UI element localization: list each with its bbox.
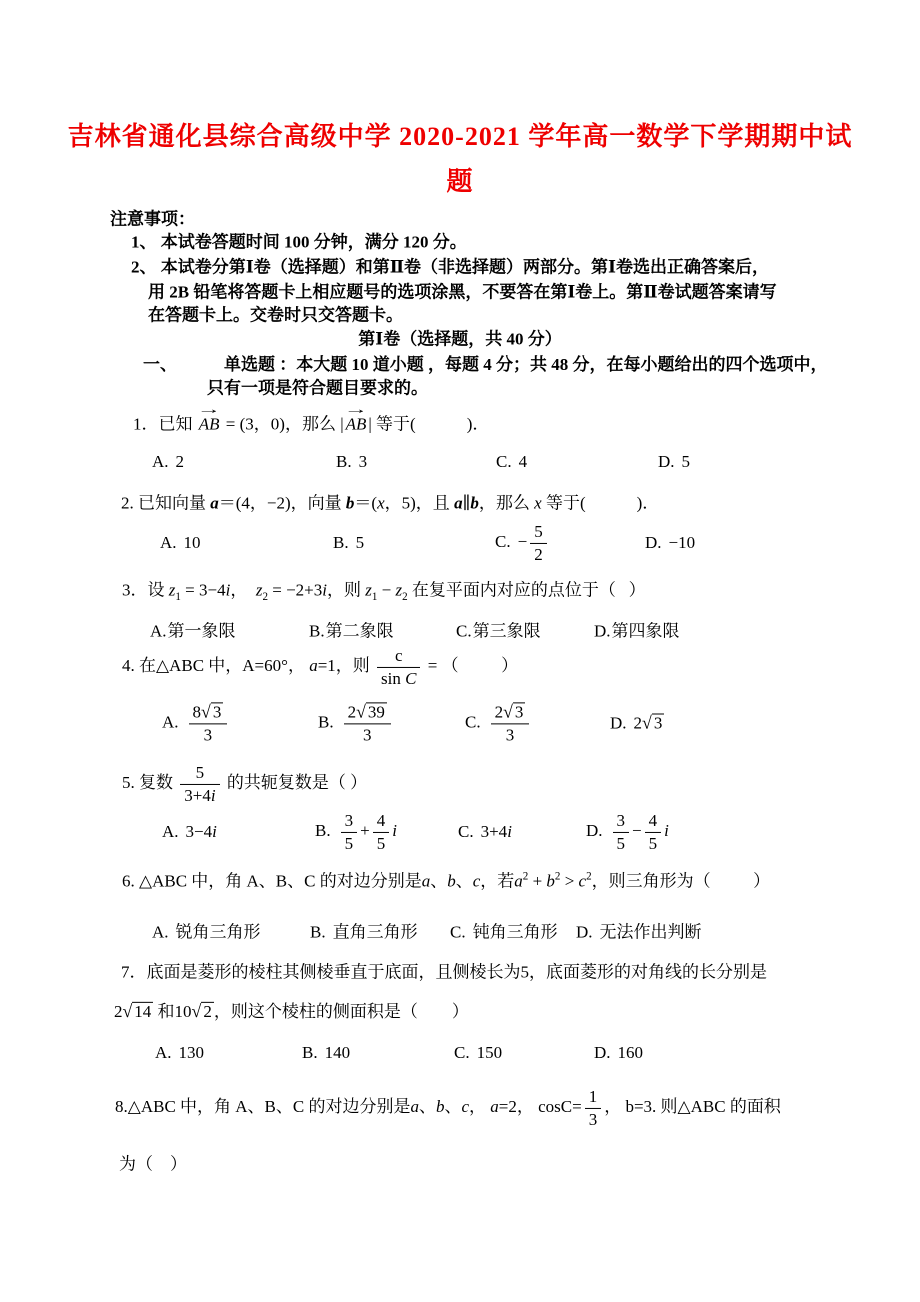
- math-text: 3−4: [185, 822, 213, 841]
- math-text: 5: [195, 762, 205, 782]
- math-text: = 3−4: [180, 580, 226, 600]
- vector-name: AB: [345, 414, 367, 434]
- math-text: 3: [203, 725, 213, 745]
- fraction-denominator: [491, 724, 530, 745]
- math-text: 、: [418, 1096, 436, 1116]
- math-text: 160: [617, 1043, 644, 1062]
- math-text: 14: [134, 1001, 152, 1021]
- option-label: B.: [318, 711, 334, 731]
- math-fraction: [341, 811, 358, 853]
- sqrt-radicand: [513, 702, 526, 722]
- fraction-denominator: [180, 785, 219, 806]
- subscript: 1: [175, 590, 181, 603]
- math-fraction: [530, 522, 547, 564]
- math-text: 3: [588, 1109, 598, 1129]
- section1-instruction-line2: 只有一项是符合题目要求的。: [207, 378, 428, 398]
- math-text: b: [345, 493, 355, 513]
- math-text: a: [490, 1096, 499, 1116]
- vector-name: AB: [198, 414, 220, 434]
- option-label: D.: [645, 533, 662, 552]
- math-text: = (3，0)，那么: [221, 414, 341, 434]
- option-value: [612, 622, 680, 641]
- radical-sign-icon: √: [191, 1000, 202, 1021]
- section1-header: 第Ⅰ卷（选择题，共 40 分）: [358, 329, 562, 349]
- math-fraction: [585, 1087, 602, 1129]
- fraction-denominator: [645, 833, 662, 854]
- fraction-denominator: [377, 668, 420, 689]
- math-text: b: [435, 1096, 445, 1116]
- question-6-option-b: [310, 918, 418, 943]
- math-text: ，则: [326, 580, 366, 600]
- fraction-numerator: [613, 811, 630, 833]
- math-text: 2: [494, 702, 504, 722]
- fraction-numerator: [585, 1087, 602, 1109]
- option-label: C.: [450, 922, 466, 942]
- fraction-numerator: [530, 522, 547, 544]
- math-text: |: [340, 414, 344, 434]
- math-text: 的共轭复数是（ ）: [222, 772, 368, 792]
- option-value: [333, 923, 418, 942]
- math-fraction: [491, 701, 530, 744]
- math-text: 3: [358, 452, 368, 471]
- option-value: [682, 452, 691, 471]
- option-value: [176, 452, 185, 471]
- sqrt-radicand: [132, 1002, 153, 1022]
- page-title-line1: 吉林省通化县综合高级中学 2020-2021 学年高一数学下学期期中试: [67, 121, 853, 151]
- math-text: 2: [347, 702, 357, 722]
- question-8-stem-line1: [115, 1087, 781, 1129]
- question-2-option-c: [495, 522, 550, 564]
- option-value: [473, 622, 541, 641]
- math-text: a: [514, 871, 523, 891]
- math-text: 8.△ABC 中，角 A、B、C 的对边分别是: [115, 1096, 411, 1116]
- question-4-option-d: [610, 713, 664, 734]
- question-5-option-a: [162, 822, 217, 842]
- math-text: x: [534, 493, 542, 513]
- math-text: c: [394, 645, 403, 665]
- math-text: 锐角三角形: [175, 922, 261, 942]
- math-text: +: [360, 820, 370, 840]
- math-text: 3+4: [480, 822, 508, 841]
- math-text: 1．已知: [133, 414, 197, 434]
- question-7-option-b: [302, 1043, 350, 1063]
- option-label: B.: [302, 1043, 318, 1062]
- math-text: =2， cosC=: [498, 1096, 582, 1116]
- option-value: [326, 622, 394, 641]
- math-text: z: [395, 580, 403, 600]
- vector-arrow-icon: →: [343, 402, 369, 417]
- math-text: >: [560, 871, 579, 891]
- option-value: [356, 533, 365, 552]
- math-text: c: [472, 871, 481, 891]
- question-1-option-c: [496, 452, 527, 472]
- math-text: z: [255, 580, 263, 600]
- radical-sign-icon: √: [503, 701, 513, 722]
- math-text: 等于( )．: [541, 493, 660, 513]
- option-value: [168, 622, 236, 641]
- math-text: = −2+3: [267, 580, 323, 600]
- vector-arrow-icon: →: [197, 402, 222, 417]
- math-text: a: [421, 871, 431, 891]
- math-text: |: [368, 414, 372, 434]
- option-label: A.: [155, 1043, 172, 1062]
- question-5-stem: [122, 763, 367, 805]
- math-text: ＝(: [354, 493, 378, 513]
- option-value: [669, 533, 696, 552]
- math-text: = （ ）: [423, 655, 519, 675]
- math-text: ， b=3. 则△ABC 的面积: [604, 1096, 781, 1116]
- math-text: 5: [355, 533, 365, 552]
- question-1-stem: [133, 402, 490, 434]
- radical-sign-icon: √: [642, 712, 652, 733]
- math-text: 5: [534, 521, 543, 541]
- fraction-numerator: [189, 701, 228, 724]
- math-text: −: [517, 531, 528, 551]
- fraction-numerator: [344, 701, 391, 724]
- fraction-denominator: [530, 544, 547, 565]
- option-label: C.: [496, 452, 512, 471]
- math-text: 3: [212, 702, 222, 722]
- math-fraction: [645, 811, 662, 853]
- math-text: 3: [344, 810, 354, 830]
- sqrt-radicand: [201, 1002, 214, 1022]
- sqrt-radicand: [211, 702, 224, 722]
- math-vector: [343, 402, 372, 434]
- option-label: B.: [310, 922, 326, 942]
- option-value: [186, 822, 217, 841]
- math-text: a: [454, 493, 463, 513]
- math-text: 5: [648, 833, 658, 853]
- fraction-numerator: [373, 811, 390, 833]
- question-6-stem: [122, 870, 770, 891]
- math-text: i: [225, 580, 231, 600]
- option-value: [618, 1043, 644, 1062]
- math-vector: [197, 402, 222, 434]
- question-4-stem: [122, 646, 518, 688]
- option-label: B.: [336, 452, 352, 471]
- math-text: 3: [514, 702, 524, 722]
- math-text: 、: [455, 871, 473, 891]
- option-label: D.: [610, 713, 627, 733]
- instruction-text: 单选题 ：本大题 10 道小题 ，每题 4 分；共 48 分，在每小题给出的四个选项中，: [224, 355, 828, 375]
- option-value: [176, 923, 261, 942]
- option-label: A.: [160, 533, 177, 552]
- question-1-option-b: [336, 452, 367, 472]
- fraction-numerator: [645, 811, 662, 833]
- math-text: 3: [362, 725, 372, 745]
- question-2-stem: [121, 492, 659, 513]
- math-text: +: [528, 871, 547, 891]
- math-text: i: [212, 822, 217, 841]
- notice-item-2-cont1: 用 2B 铅笔将答题卡上相应题号的选项涂黑，不要答在第Ⅰ卷上。第Ⅱ卷试题答案请写: [148, 282, 777, 302]
- math-text: a: [410, 1096, 419, 1116]
- math-text: 2. 已知向量: [121, 493, 211, 513]
- math-text: 8: [192, 702, 202, 722]
- option-label: B.: [309, 621, 325, 641]
- question-2-option-d: [645, 533, 695, 553]
- math-text: i: [507, 822, 512, 841]
- fraction-numerator: [377, 646, 420, 668]
- option-value: [600, 923, 702, 942]
- math-square-root: [503, 701, 525, 722]
- math-text: ，那么: [478, 493, 535, 513]
- question-3-option-b: [309, 617, 394, 642]
- fraction-denominator: [373, 833, 390, 854]
- option-label: D.: [594, 1043, 611, 1062]
- math-text: a: [210, 493, 219, 513]
- math-text: 2: [203, 1001, 212, 1021]
- math-text: i: [322, 580, 327, 600]
- math-text: 6. △ABC 中，角 A、B、C 的对边分别是: [122, 871, 422, 891]
- math-text: b: [546, 871, 555, 891]
- question-4-option-c: [465, 701, 532, 744]
- math-fraction: [189, 701, 228, 744]
- question-6-option-a: [152, 918, 261, 943]
- page-title-line2: 题: [446, 166, 474, 196]
- math-text: 等于( )．: [371, 414, 490, 434]
- fraction-numerator: [491, 701, 530, 724]
- fraction-denominator: [613, 833, 630, 854]
- question-5-option-b: [315, 811, 397, 853]
- list-marker-one: 一、: [143, 355, 177, 375]
- radical-sign-icon: √: [122, 1000, 133, 1021]
- option-value: [359, 452, 368, 471]
- math-text: c: [578, 871, 587, 891]
- math-text: C: [405, 668, 417, 688]
- fraction-numerator: [341, 811, 358, 833]
- option-label: C.: [458, 822, 474, 841]
- question-7-stem-line2: [114, 1000, 469, 1022]
- fraction-numerator: [180, 763, 219, 785]
- option-value: [634, 714, 665, 733]
- fraction-denominator: [189, 724, 228, 745]
- math-text: =1，则: [317, 655, 375, 675]
- math-text: ∥: [462, 493, 471, 513]
- math-square-root: [642, 713, 664, 734]
- math-text: x: [377, 493, 385, 513]
- option-value: [517, 521, 550, 564]
- math-text: 39: [367, 702, 385, 722]
- subscript: 2: [262, 590, 268, 603]
- math-text: ，则这个棱柱的侧面积是（ ）: [213, 1001, 469, 1021]
- option-label: B.: [315, 820, 331, 840]
- option-label: C.: [456, 621, 472, 641]
- option-label: A.: [152, 452, 169, 471]
- option-label: A.: [150, 621, 167, 641]
- subscript: 1: [371, 590, 378, 603]
- math-text: −: [632, 820, 642, 840]
- math-text: b: [470, 493, 479, 513]
- option-label: C.: [495, 531, 511, 551]
- math-text: 5: [616, 833, 626, 853]
- math-text: 4: [376, 810, 386, 830]
- math-fraction: [613, 811, 630, 853]
- math-text: z: [365, 580, 372, 600]
- math-text: 无法作出判断: [599, 922, 702, 942]
- math-text: 1: [588, 1086, 598, 1106]
- notice-item-2-cont2: 在答题卡上。交卷时只交答题卡。: [148, 305, 403, 325]
- option-value: [481, 822, 512, 841]
- math-text: 4. 在△ABC 中，A=60°，: [122, 655, 310, 675]
- math-text: 4: [518, 452, 528, 471]
- math-text: 和10: [153, 1001, 192, 1021]
- math-text: 钝角三角形: [472, 922, 558, 942]
- math-text: 在复平面内对应的点位于（ ）: [407, 580, 646, 600]
- option-label: A.: [152, 922, 169, 942]
- math-square-root: [201, 701, 223, 722]
- math-text: 5. 复数: [122, 772, 178, 792]
- math-square-root: [356, 701, 387, 722]
- sqrt-radicand: [366, 702, 387, 722]
- sqrt-radicand: [652, 714, 665, 734]
- math-text: 5: [681, 452, 691, 471]
- math-text: b: [447, 871, 456, 891]
- math-text: i: [392, 820, 397, 840]
- math-text: −: [377, 580, 396, 600]
- math-text: ，则三角形为（ ）: [591, 871, 771, 891]
- notice-item-1: 1、 本试卷答题时间 100 分钟，满分 120 分。: [131, 232, 467, 252]
- math-text: 3: [653, 713, 663, 733]
- notice-item-2: 2、 本试卷分第Ⅰ卷（选择题）和第Ⅱ卷（非选择题）两部分。第Ⅰ卷选出正确答案后，: [131, 257, 769, 277]
- question-4-option-a: [162, 701, 230, 744]
- question-7-option-a: [155, 1043, 204, 1063]
- math-text: 140: [324, 1043, 351, 1062]
- question-8-stem-line2: 为（ ）: [119, 1154, 187, 1174]
- math-square-root: [123, 1000, 154, 1022]
- math-square-root: [192, 1000, 214, 1022]
- math-fraction: [344, 701, 391, 744]
- math-text: sin: [381, 668, 406, 688]
- math-text: 第一象限: [167, 621, 236, 641]
- math-text: 2: [534, 544, 543, 564]
- option-label: C.: [454, 1043, 470, 1062]
- math-text: 5: [376, 833, 386, 853]
- math-text: a: [309, 655, 318, 675]
- question-4-option-b: [318, 701, 394, 744]
- math-text: i: [210, 785, 216, 805]
- question-5-option-c: [458, 822, 512, 842]
- fraction-denominator: [341, 833, 358, 854]
- question-5-option-d: [586, 811, 669, 853]
- superscript: 2: [586, 870, 592, 883]
- math-text: 4: [648, 810, 658, 830]
- option-value: [179, 1043, 205, 1062]
- math-text: 2: [175, 452, 185, 471]
- option-value: [477, 1043, 503, 1062]
- math-text: ，: [230, 580, 256, 600]
- superscript: 2: [554, 870, 561, 883]
- option-label: C.: [465, 711, 481, 731]
- math-text: 10: [183, 533, 201, 552]
- option-label: D.: [658, 452, 675, 471]
- question-3-option-d: [594, 617, 680, 642]
- math-text: 3: [616, 810, 626, 830]
- question-6-option-c: [450, 918, 558, 943]
- fraction-denominator: [585, 1109, 602, 1130]
- option-value: [473, 923, 558, 942]
- subscript: 2: [402, 590, 408, 603]
- math-fraction: [373, 811, 390, 853]
- option-value: [325, 1043, 351, 1062]
- option-label: B.: [333, 533, 349, 552]
- math-text: 150: [476, 1043, 503, 1062]
- option-label: A.: [162, 711, 179, 731]
- option-label: D.: [576, 922, 593, 942]
- math-text: 3+4: [184, 785, 211, 805]
- math-text: 3．设: [122, 580, 169, 600]
- question-3-option-a: [150, 617, 236, 642]
- option-value: [338, 810, 397, 853]
- math-text: −10: [668, 533, 696, 552]
- question-2-option-a: [160, 533, 201, 553]
- math-text: 、: [444, 1096, 462, 1116]
- math-text: ，若: [480, 871, 515, 891]
- option-value: [341, 701, 394, 745]
- superscript: 2: [522, 870, 529, 883]
- math-text: 5: [344, 833, 354, 853]
- option-label: A.: [162, 822, 179, 841]
- math-text: ＝(4，−2)，向量: [218, 493, 346, 513]
- question-3-stem: [122, 579, 646, 604]
- option-value: [184, 533, 201, 552]
- math-fraction: [180, 763, 219, 805]
- option-value: [186, 701, 231, 745]
- question-7-stem-line1: 7．底面是菱形的棱柱其侧棱垂直于底面，且侧棱长为5，底面菱形的对角线的长分别是: [121, 962, 767, 982]
- question-3-option-c: [456, 617, 541, 642]
- question-2-option-b: [333, 533, 364, 553]
- math-text: 、: [430, 871, 448, 891]
- math-text: 130: [178, 1043, 205, 1062]
- math-text: 第四象限: [611, 621, 680, 641]
- question-1-option-a: [152, 452, 184, 472]
- math-text: 2: [633, 713, 643, 733]
- option-value: [610, 810, 669, 853]
- question-6-option-d: [576, 918, 702, 943]
- option-label: D.: [594, 621, 611, 641]
- math-text: ，5)，且: [384, 493, 455, 513]
- option-value: [519, 452, 528, 471]
- radical-sign-icon: √: [356, 701, 366, 722]
- math-text: c: [461, 1096, 470, 1116]
- math-text: i: [664, 820, 669, 840]
- notice-heading: 注意事项：: [110, 209, 195, 229]
- math-text: 直角三角形: [332, 922, 418, 942]
- radical-sign-icon: √: [201, 701, 211, 722]
- question-7-option-c: [454, 1043, 502, 1063]
- question-1-option-d: [658, 452, 690, 472]
- math-fraction: [377, 646, 420, 688]
- option-value: [488, 701, 533, 745]
- fraction-denominator: [344, 724, 391, 745]
- math-text: ，: [469, 1096, 491, 1116]
- math-text: 第三象限: [472, 621, 541, 641]
- math-text: 第二象限: [325, 621, 394, 641]
- question-7-option-d: [594, 1043, 643, 1063]
- math-text: 3: [505, 725, 515, 745]
- math-text: z: [168, 580, 176, 600]
- math-text: 2: [114, 1001, 123, 1021]
- option-label: D.: [586, 820, 603, 840]
